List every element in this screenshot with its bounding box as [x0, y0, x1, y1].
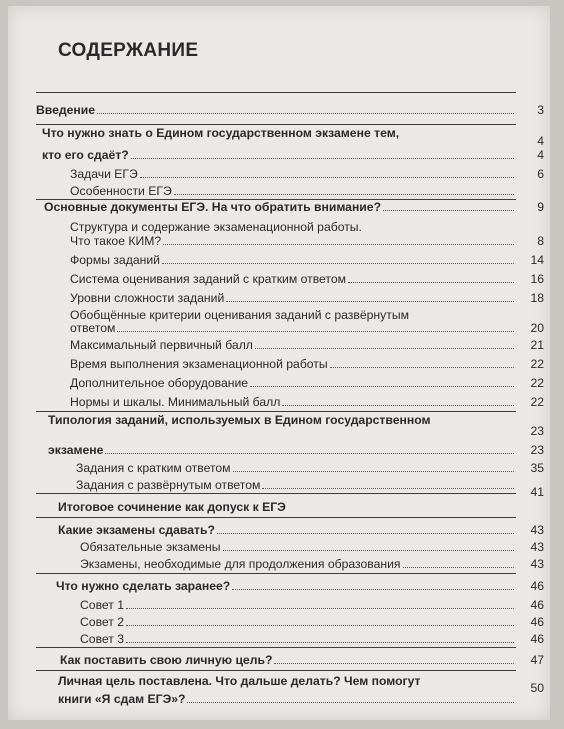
- toc-entry: Как поставить свою личную цель? 47: [60, 653, 544, 667]
- dot-leader: [233, 471, 514, 472]
- toc-page: 50: [530, 681, 544, 695]
- dot-leader: [117, 331, 514, 332]
- dot-leader: [163, 244, 514, 245]
- table-of-contents: [8, 6, 550, 720]
- toc-entry: Формы заданий 14: [70, 253, 544, 267]
- dot-leader: [174, 194, 514, 195]
- dot-leader: [226, 301, 514, 302]
- toc-entry: Что такое КИМ? 8: [70, 234, 544, 248]
- toc-page: 41: [530, 485, 544, 499]
- toc-entry: Итоговое сочинение как допуск к ЕГЭ: [58, 500, 286, 514]
- toc-entry: экзамене 23: [48, 443, 544, 457]
- toc-entry: Особенности ЕГЭ: [8, 182, 550, 198]
- divider: [36, 124, 516, 125]
- dot-leader: [274, 663, 514, 664]
- dot-leader: [126, 625, 514, 626]
- toc-entry: ответом 20: [70, 321, 544, 335]
- toc-entry: Уровни сложности заданий 18: [70, 291, 544, 305]
- toc-entry-text: Обобщённые критерии оценивания заданий с развёрнутым: [70, 308, 409, 322]
- divider: [36, 411, 516, 412]
- toc-entry: Основные документы ЕГЭ. На что обратить внимание? 9: [44, 200, 544, 214]
- dot-leader: [217, 533, 514, 534]
- book-page: [8, 6, 550, 720]
- dot-leader: [162, 263, 514, 264]
- dot-leader: [131, 158, 514, 159]
- toc-entry-text: Личная цель поставлена. Что дальше делать? Чем помогут: [58, 674, 421, 688]
- page-title: СОДЕРЖАНИЕ: [58, 40, 199, 61]
- dot-leader: [187, 702, 514, 703]
- dot-leader: [126, 642, 514, 643]
- divider: [36, 573, 516, 574]
- divider: [36, 517, 516, 518]
- toc-entry: Задания с развёрнутым ответом: [8, 476, 550, 492]
- divider: [36, 670, 516, 671]
- toc-entry: Что нужно сделать заранее? 46: [56, 579, 544, 593]
- dot-leader: [232, 589, 514, 590]
- dot-leader: [97, 113, 514, 114]
- toc-entry: кто его сдаёт? 4: [42, 148, 544, 162]
- toc-entry: Обязательные экзамены 43: [80, 540, 544, 554]
- toc-entry-text: Что нужно знать о Едином государственном экзамене тем,: [42, 126, 400, 140]
- toc-entry: Структура и содержание экзаменационной работы.: [70, 220, 362, 234]
- dot-leader: [348, 282, 514, 283]
- toc-entry: Совет 1 46: [80, 598, 544, 612]
- dot-leader: [105, 453, 514, 454]
- toc-entry: Время выполнения экзаменационной работы 22: [70, 357, 544, 371]
- toc-page: 23: [530, 424, 544, 438]
- dot-leader: [383, 210, 514, 211]
- toc-entry: Дополнительное оборудование 22: [70, 376, 544, 390]
- toc-entry: Максимальный первичный балл 21: [70, 338, 544, 352]
- toc-entry: Совет 3 46: [80, 632, 544, 646]
- dot-leader: [255, 348, 514, 349]
- toc-entry: Задачи ЕГЭ 6: [70, 167, 544, 181]
- dot-leader: [250, 386, 514, 387]
- divider: [36, 92, 516, 93]
- toc-entry: Введение 3: [36, 103, 544, 117]
- dot-leader: [126, 608, 514, 609]
- dot-leader: [140, 177, 514, 178]
- toc-entry: Совет 2 46: [80, 615, 544, 629]
- dot-leader: [403, 567, 514, 568]
- dot-leader: [330, 367, 514, 368]
- dot-leader: [223, 550, 514, 551]
- toc-entry: Задания с кратким ответом 35: [76, 461, 544, 475]
- toc-entry: Нормы и шкалы. Минимальный балл 22: [70, 395, 544, 409]
- toc-entry: Какие экзамены сдавать? 43: [58, 523, 544, 537]
- toc-entry: книги «Я сдам ЕГЭ»?: [8, 690, 550, 706]
- toc-entry-text: Типология заданий, используемых в Едином государственном: [48, 413, 431, 427]
- divider: [36, 647, 516, 648]
- toc-page: 4: [537, 134, 544, 148]
- toc-entry: Система оценивания заданий с кратким ответом 16: [70, 272, 544, 286]
- toc-entry: Экзамены, необходимые для продолжения образования 43: [80, 557, 544, 571]
- dot-leader: [282, 405, 514, 406]
